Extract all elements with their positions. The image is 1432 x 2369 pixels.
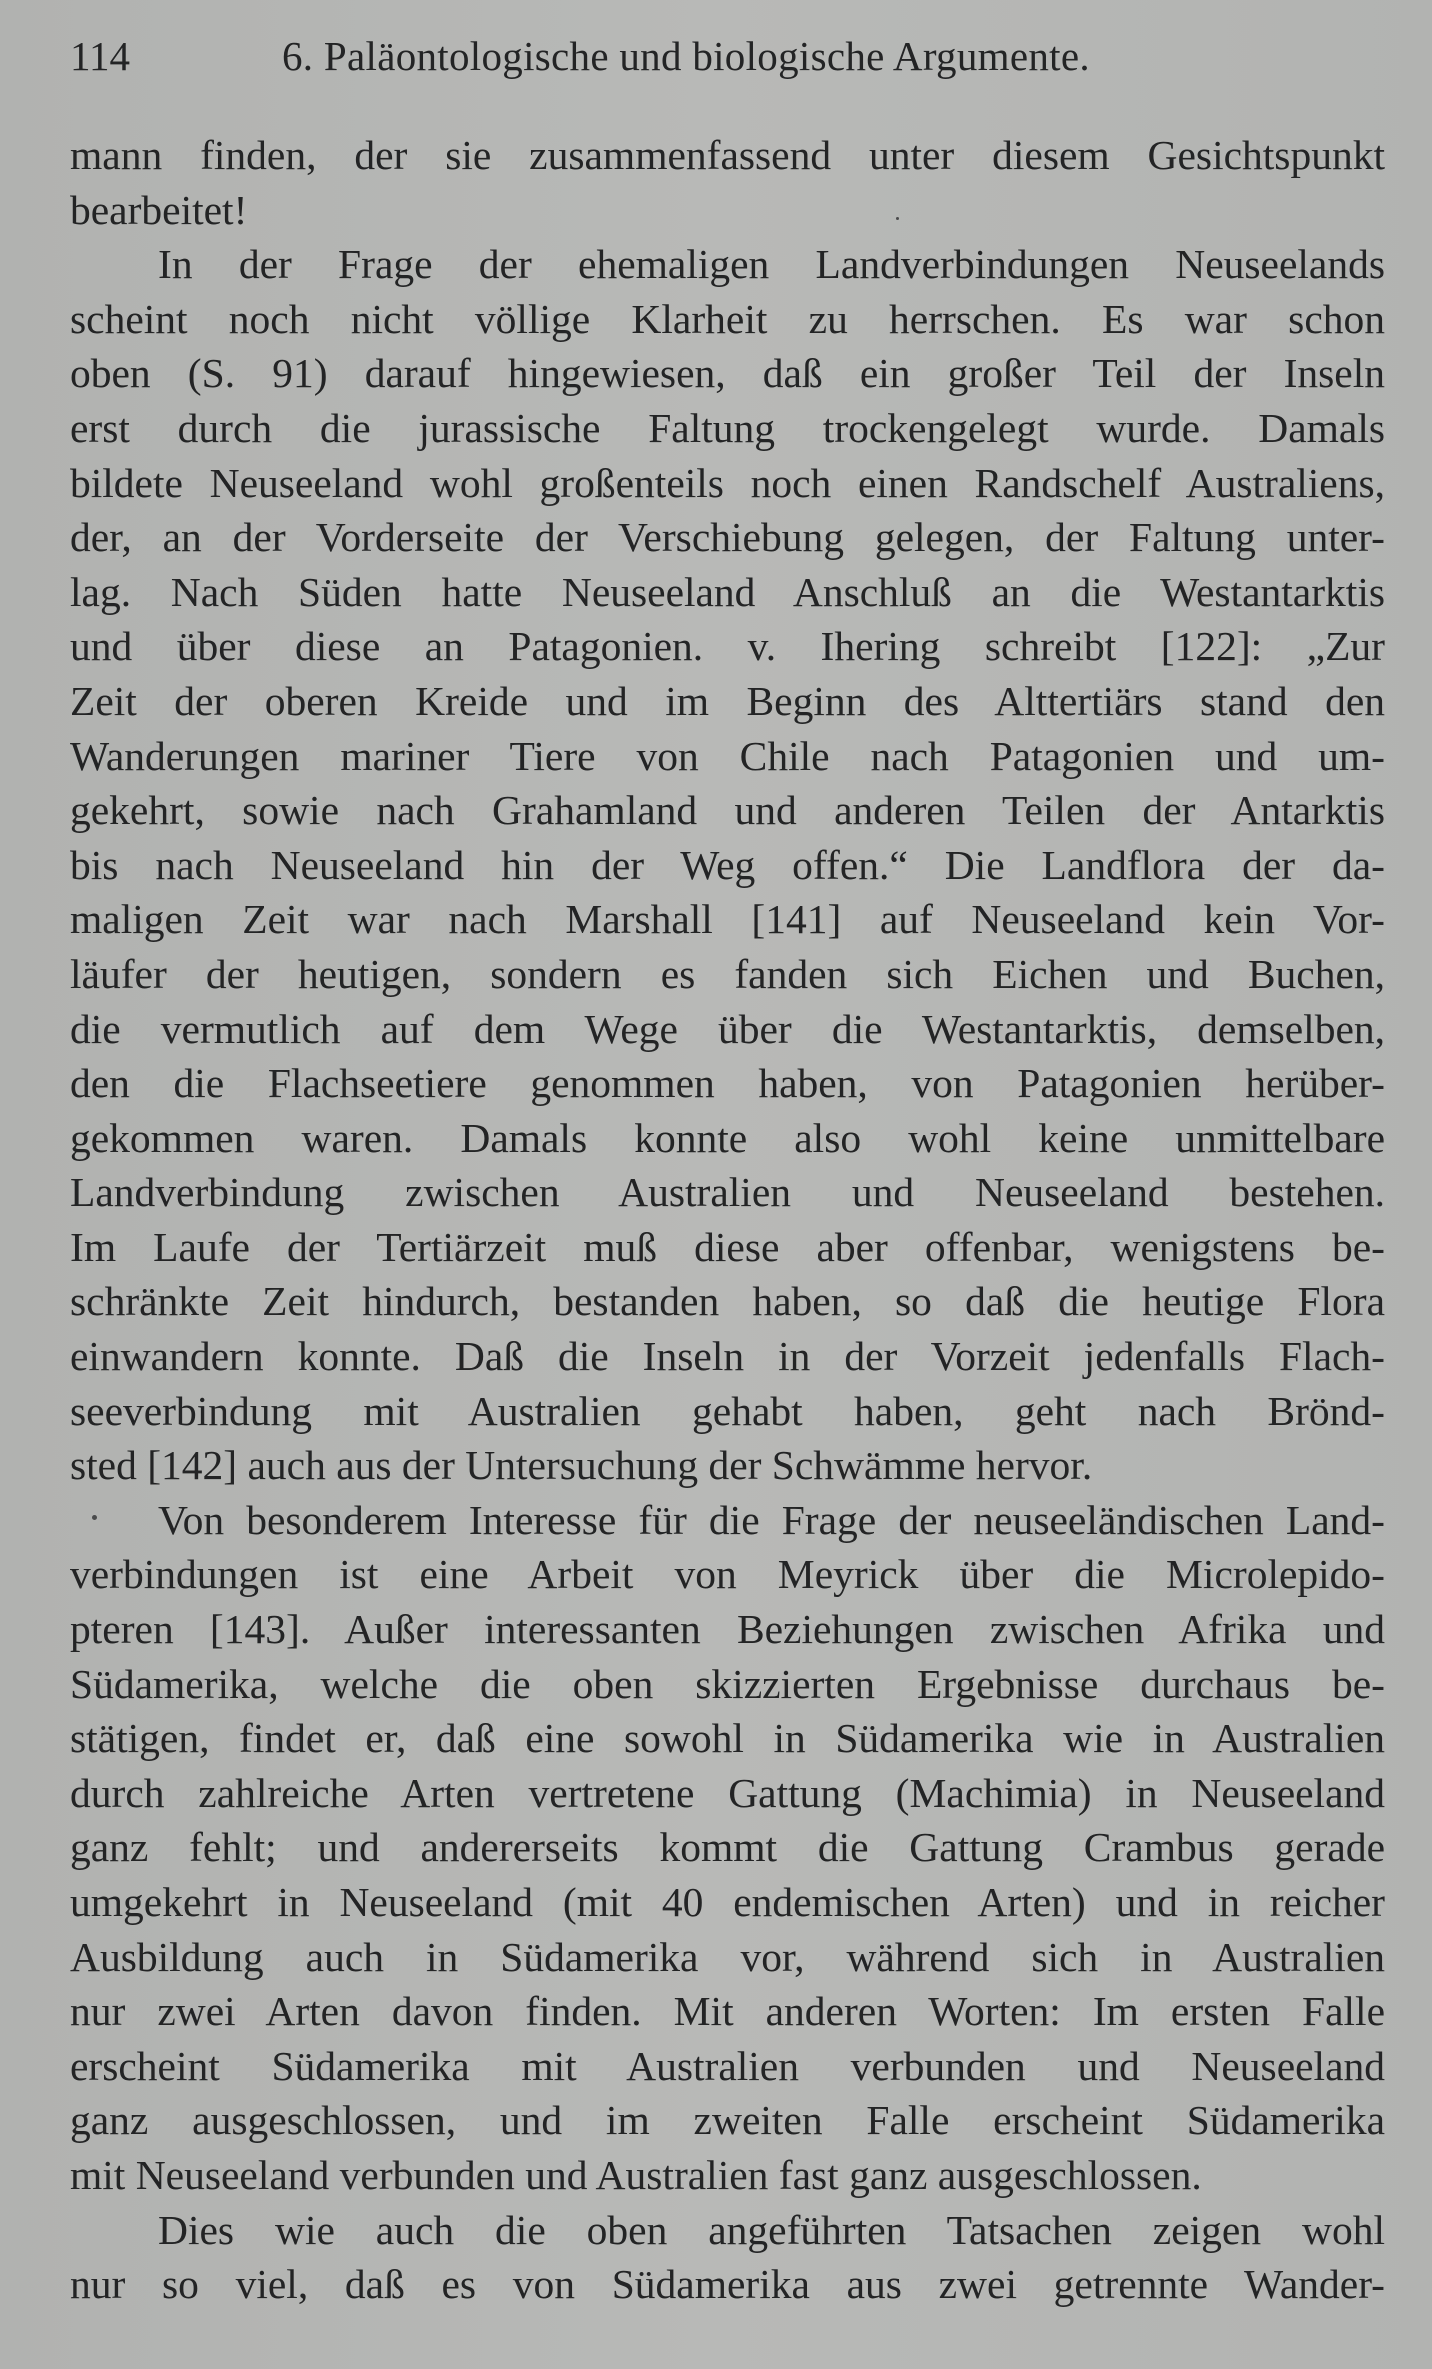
scan-speck [896,217,899,220]
text-line: Landverbindung zwischen Australien und Neuseeland bestehen. [70,1169,1385,1216]
text-line: einwandern konnte. Daß die Inseln in der Vorzeit jedenfalls Flach- [70,1333,1385,1380]
text-line: bearbeitet! [70,186,248,233]
page-header [70,26,1390,86]
text-line: der, an der Vorderseite der Verschiebung gelegen, der Faltung unter- [70,514,1385,561]
text-line: bildete Neuseeland wohl großenteils noch einen Randschelf Australiens, [70,459,1385,506]
text-line: Im Laufe der Tertiärzeit muß diese aber offenbar, wenigstens be- [70,1223,1385,1270]
text-line: pteren [143]. Außer interessanten Beziehungen zwischen Afrika und [70,1606,1385,1653]
text-line: Ausbildung auch in Südamerika vor, während sich in Australien [70,1933,1385,1980]
text-line: gekommen waren. Damals konnte also wohl keine unmittelbare [70,1114,1385,1161]
text-line: umgekehrt in Neuseeland (mit 40 endemischen Arten) und in reicher [70,1879,1385,1925]
paragraph-start-line: In der Frage der ehemaligen Landverbindungen Neuseelands [158,241,1385,288]
page-number: 114 [70,33,130,79]
text-line: schränkte Zeit hindurch, bestanden haben, so daß die heutige Flora [70,1278,1385,1325]
text-line: die vermutlich auf dem Wege über die Westantarktis, demselben, [70,1005,1385,1052]
text-line: lag. Nach Süden hatte Neuseeland Anschluß an die Westantarktis [70,568,1385,615]
text-line: bis nach Neuseeland hin der Weg offen.“ Die Landflora der da- [70,841,1385,888]
body-text [70,128,1385,2312]
scan-speck [92,1515,97,1520]
paragraph-start-line: Dies wie auch die oben angeführten Tatsachen zeigen wohl [158,2206,1385,2253]
text-line: und über diese an Patagonien. v. Ihering schreibt [122]: „Zur [70,623,1385,670]
text-line: Südamerika, welche die oben skizzierten Ergebnisse durchaus be- [70,1660,1385,1707]
text-line: mann finden, der sie zusammenfassend unter diesem Gesichtspunkt [70,132,1385,178]
text-line: ganz ausgeschlossen, und im zweiten Falle erscheint Südamerika [70,2097,1385,2144]
text-line: erscheint Südamerika mit Australien verbunden und Neuseeland [70,2042,1385,2089]
text-line: Zeit der oberen Kreide und im Beginn des Alttertiärs stand den [70,677,1385,724]
text-line: den die Flachseetiere genommen haben, von Patagonien herüber- [70,1060,1385,1107]
text-line: läufer der heutigen, sondern es fanden sich Eichen und Buchen, [70,950,1385,997]
paragraph-start-line: Von besonderem Interesse für die Frage der neuseeländischen Land- [158,1496,1385,1543]
text-line: maligen Zeit war nach Marshall [141] auf Neuseeland kein Vor- [70,896,1385,943]
running-title: 6. Paläontologische und biologische Argumente. [282,33,1090,79]
text-line: nur so viel, daß es von Südamerika aus zwei getrennte Wander- [70,2261,1385,2308]
text-line: seeverbindung mit Australien gehabt haben, geht nach Brönd- [70,1387,1385,1434]
text-line: scheint noch nicht völlige Klarheit zu herrschen. Es war schon [70,295,1385,342]
text-line: Wanderungen mariner Tiere von Chile nach Patagonien und um- [70,732,1385,779]
text-line: ganz fehlt; und andererseits kommt die Gattung Crambus gerade [70,1824,1385,1871]
text-line: gekehrt, sowie nach Grahamland und anderen Teilen der Antarktis [70,787,1385,834]
text-line: oben (S. 91) darauf hingewiesen, daß ein großer Teil der Inseln [70,350,1385,397]
text-line: nur zwei Arten davon finden. Mit anderen Worten: Im ersten Falle [70,1988,1385,2035]
text-line: durch zahlreiche Arten vertretene Gattung (Machimia) in Neuseeland [70,1769,1385,1816]
text-line: erst durch die jurassische Faltung trockengelegt wurde. Damals [70,404,1385,451]
text-line: verbindungen ist eine Arbeit von Meyrick über die Microlepido- [70,1551,1385,1598]
text-line: mit Neuseeland verbunden und Australien fast ganz ausgeschlossen. [70,2151,1202,2198]
text-line: stätigen, findet er, daß eine sowohl in Südamerika wie in Australien [70,1715,1385,1762]
text-line: sted [142] auch aus der Untersuchung der Schwämme hervor. [70,1442,1093,1489]
